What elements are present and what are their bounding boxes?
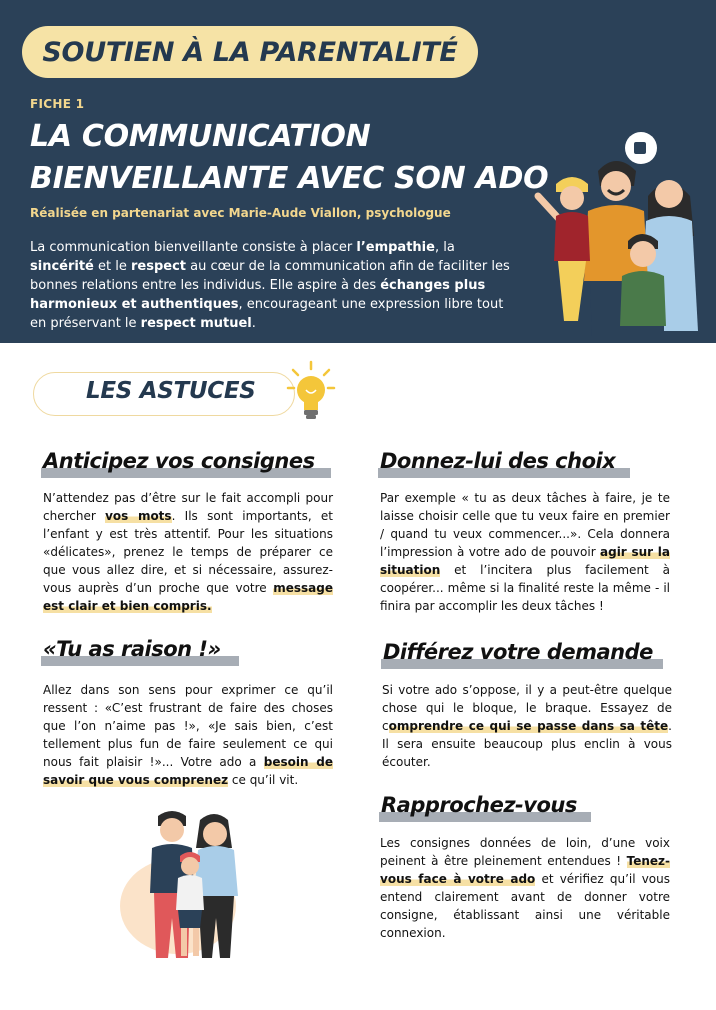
body-text: . Ils sont importants, et l’enfant y est très attentif. Pour les situations «délicates», prenez le temps de préparer ce que vous allez dire, et si nécessaire, assurez-vous auprès d’un proche que votre	[43, 509, 334, 595]
section-title-differez: Différez votre demande	[383, 639, 653, 665]
body-text: Les consignes données de loin, d’une voix peinent à être pleinement entendues !	[380, 836, 670, 868]
body-text: et vérifiez qu’il vous entend clairement avant de donner votre consigne, établissant ainsi une véritable connexion.	[380, 872, 671, 940]
body-text: ce qu’il vit.	[228, 773, 299, 787]
body-text: et l’incitera plus facilement à coopérer... même si la finalité reste la même - il finira par accomplir les deux tâches !	[380, 563, 670, 613]
intro-segment: au cœur de la communication afin de faciliter les bonnes relations entre les individus. Elle aspire à des	[30, 259, 510, 293]
body-text: . Il sera ensuite beaucoup plus enclin à vous écouter.	[382, 719, 672, 769]
highlighted-text: agir sur la situation	[380, 545, 671, 577]
section-title-raison: «Tu as raison !»	[43, 636, 221, 662]
intro-segment: sincérité	[30, 259, 94, 274]
intro-segment: respect mutuel	[140, 316, 252, 331]
section-body-differez	[382, 681, 672, 771]
body-text: N’attendez pas d’être sur le fait accompli pour chercher	[43, 491, 333, 523]
banner-title: SOUTIEN À LA PARENTALITÉ	[42, 37, 458, 68]
body-text: Allez dans son sens pour exprimer ce qu’il ressent : «C’est frustrant de faire des choses que l’on n’aime pas !», «Je sais bien, c’est tellement plus fun de faire seulement ce qui nous fait plaisir !»... Votre ado a	[43, 683, 333, 769]
intro-segment: .	[251, 316, 256, 331]
fiche-label: FICHE 1	[30, 97, 85, 111]
intro-segment: et le	[93, 259, 131, 274]
intro-segment: échanges plus harmonieux et authentiques	[30, 278, 486, 312]
section-title-choix: Donnez-lui des choix	[380, 448, 615, 474]
section-title-anticipez: Anticipez vos consignes	[43, 448, 315, 474]
section-body-raison	[43, 681, 333, 789]
intro-segment: , la	[434, 240, 455, 255]
highlighted-text: besoin de savoir que vous comprenez	[43, 755, 333, 787]
highlighted-text: vos mots	[105, 509, 172, 523]
intro-segment: respect	[130, 259, 186, 274]
astuces-heading: LES ASTUCES	[86, 378, 256, 404]
section-body-choix	[380, 489, 670, 615]
subtitle: Réalisée en partenariat avec Marie-Aude Viallon, psychologue	[30, 206, 451, 220]
intro-segment: La communication bienveillante consiste à placer	[30, 240, 357, 255]
family-illustration	[528, 126, 713, 341]
section-title-rapprochez: Rapprochez-vous	[381, 792, 577, 818]
intro-segment: l’empathie	[356, 240, 435, 255]
body-text: Par exemple « tu as deux tâches à faire, je te laisse choisir celle que tu veux faire en premier / quand tu veux commencer...». Cela donnera l’impression à votre ado de pouvoir	[380, 491, 670, 559]
section-body-rapprochez	[380, 834, 670, 942]
highlighted-text: Tenez-vous face à votre ado	[380, 854, 670, 886]
intro-paragraph	[30, 238, 510, 333]
body-text: Si votre ado s’oppose, il y a peut-être quelque chose qui le bloque, le braque. Essayez de c	[382, 683, 672, 733]
parents-child-illustration	[118, 808, 248, 968]
highlighted-text: message est clair et bien compris.	[43, 581, 333, 613]
page-title	[30, 116, 548, 200]
title-line-1: LA COMMUNICATION	[30, 119, 371, 154]
lightbulb-icon	[285, 360, 337, 422]
highlighted-text: omprendre ce qui se passe dans sa tête	[388, 719, 669, 733]
title-line-2: BIENVEILLANTE AVEC SON ADO	[30, 161, 549, 196]
section-body-anticipez	[43, 489, 333, 615]
intro-segment: , encourageant une expression libre tout en préservant le	[30, 297, 504, 331]
